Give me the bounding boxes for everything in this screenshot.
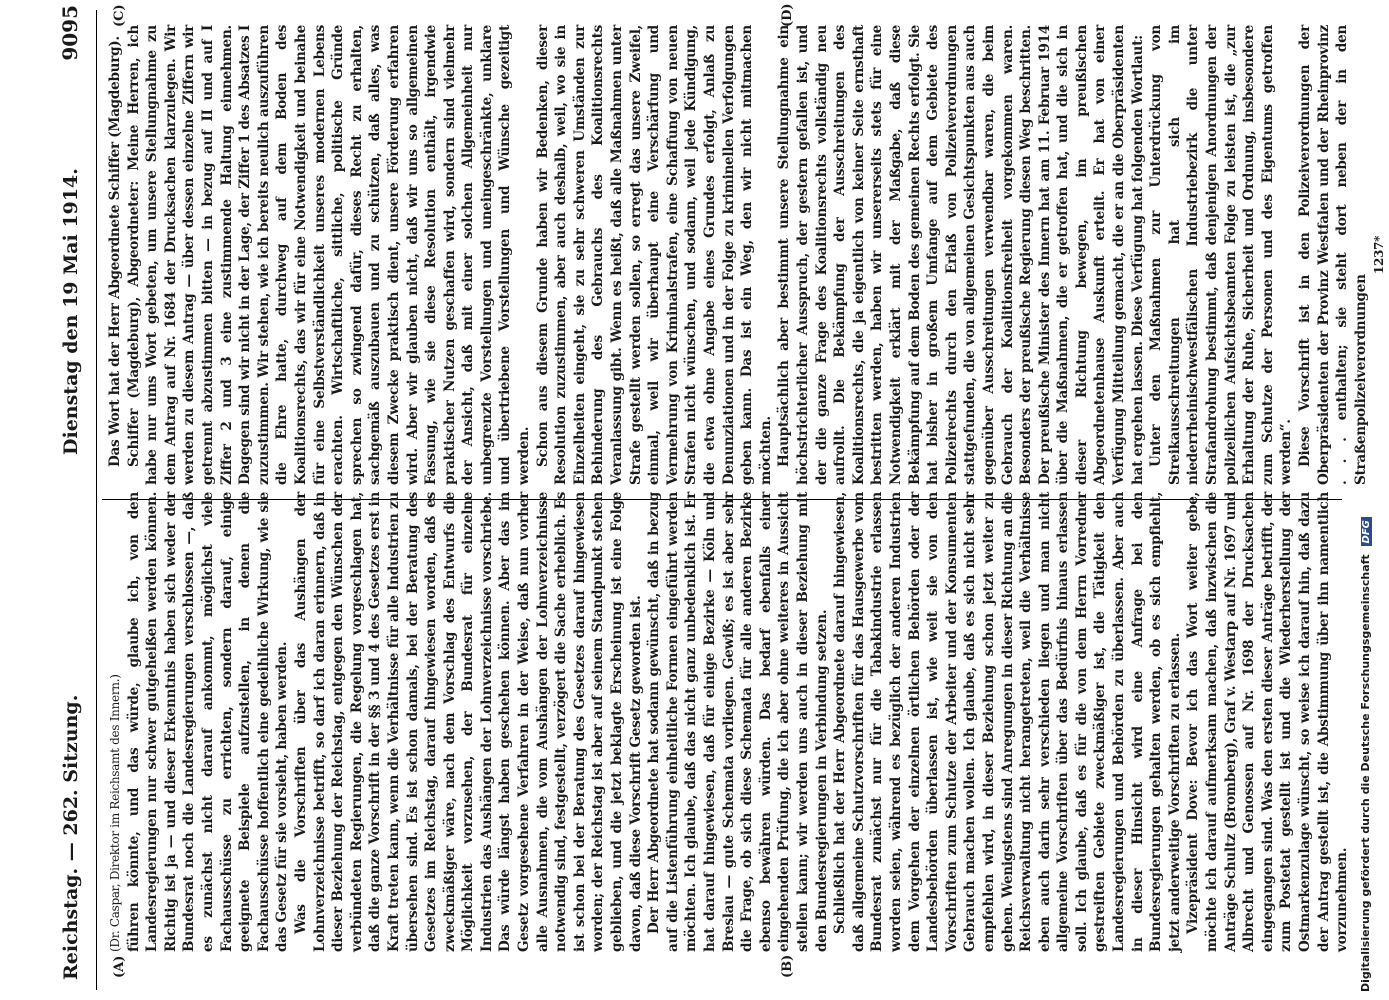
marker-d: (D) [780, 3, 795, 27]
left-column [106, 492, 1352, 952]
header-left: Reichstag. — 262. Sitzung. [60, 694, 82, 980]
paragraph: Was die Vorschriften über das Aushängen der Lohnverzeichnisse betrifft, so darf ich daran erinnern, daß in dieser Beziehung der Reichstag, entgegen den Wünschen der verbündeten Regierungen, die Regelung vorgeschlagen hat, daß die ganze Vorschrift in der §§ 3 und 4 des Gesetzes erst in Kraft treten kann, wenn die Verhältnisse für alle Industrien zu übersehen sind. Es ist schon damals, bei der Beratung des Gesetzes im Reichstag, darauf hingewiesen worden, daß es zweckmäßiger wäre, nach dem Vorschlag des Entwurfs die Möglichkeit vorzusehen, der Bundesrat für einzelne Industrien das Aushängen der Lohnverzeichnisse vorschriebe. Das würde längst haben geschehen können. Aber das im Gesetz vorgesehene Verfahren in der Weise, daß nun vorher alle Ausnahmen, die vom Aushängen der Lohnverzeichnisse notwendig sind, festgestellt, verzögert die Sache erheblich. Es ist schon bei der Beratung des Gesetzes darauf hingewiesen worden; der Reichstag ist aber auf seinem Standpunkt stehen geblieben, und die jetzt beklagte Erscheinung ist eine Folge davon, daß diese Vorschrift Gesetz geworden ist. [292, 492, 644, 952]
paragraph: Schließlich hat der Herr Abgeordnete darauf hingewiesen, daß allgemeine Schutzvorschriften für das Hausgewerbe vom Bundesrat zunächst nur für die Tabakindustrie erlassen worden seien, während es bezüglich der anderen Industrien dem Vorgehen der einzelnen örtlichen Behörden oder der Landesbehörden überlassen ist, wie weit sie von den Vorschriften zum Schutze der Arbeiter und der Konsumenten Gebrauch machen wollen. Ich glaube, daß es sich nicht sehr empfehlen wird, in dieser Beziehung schon jetzt weiter zu gehen. Wenigstens sind Anregungen in dieser Richtung an die Reichsverwaltung nicht herangetreten, weil die Verhältnisse eben auch darin sehr verschieden liegen und man nicht allgemeine Vorschriften über das Bedürfnis hinaus erlassen soll. Ich glaube, daß es für die von dem Herrn Vorredner gestreiften Gebiete zweckmäßiger ist, die Tätigkeit den Landesregierungen und Behörden zu überlassen. Aber auch in dieser Hinsicht wird eine Anfrage bei den Bundesregierungen gehalten werden, ob es sich empfiehlt, jetzt anderweitige Vorschriften zu erlassen. [832, 492, 1183, 952]
paragraph: Unter den Maßnahmen zur Unterdrückung von Streikausschreitungen hat sich im niederrheinischwestfälischen Industriebezirk die unter Strafandrohung bestimmt, daß denjenigen Anordnungen der polizeilichen Aufsichtsbeamten Folge zu leisten ist, die „zur Erhaltung der Ruhe, Sicherheit und Ordnung, insbesondere zum Schutze der Personen und des Eigentums getroffen werden“. [1148, 25, 1295, 485]
paragraph: Das Wort hat der Herr Abgeordnete Schiffer (Magdeburg). [107, 36, 123, 467]
digitization-caption [1359, 8, 1377, 992]
speaker-note: (Dr. Caspar, Direktor im Reichsamt des Innern.) [108, 674, 122, 952]
paragraph: Vizepräsident Dove: Bevor ich das Wort weiter gebe, möchte ich darauf aufmerksam machen, daß inzwischen die Anträge Schultz (Bromberg), Graf v. Westarp auf Nr. 1697 und Albrecht und Genossen auf Nr. 1698 der Drucksachen eingegangen sind. Was den ersten dieser Anträge betrifft, der zum Postetat gestellt ist und die Wiederherstellung der Ostmarkenzulage wünscht, so weise ich darauf hin, daß dazu der Antrag gestellt ist, die Abstimmung über ihn namentlich vorzunehmen. [1185, 492, 1351, 952]
paragraph: Hauptsächlich aber bestimmt unsere Stellungnahme ein höchstrichterlicher Ausspruch, der gestern gefallen ist, und der die ganze Frage des Koalitionsrechts vollständig neu aufrollt. Die Bekämpfung der Ausschreitungen des Koalitionsrechts, die ja eigentlich von keiner Seite ernsthaft bestritten werden, haben wir unsererseits stets für eine Notwendigkeit erklärt mit der Maßgabe, daß diese Bekämpfung auf dem Boden des gemeinen Rechts erfolgt. Sie hat bisher in großem Umfange auf dem Gebiete des Polizeirechts durch den Erlaß von Polizeiverordnungen stattgefunden, die von allgemeinen Gesichtspunkten aus auch gegenüber Ausschreitungen verwendbar waren, die beim Gebrauch der Koalitionsfreiheit vorgekommen waren. Besonders der preußische Regierung diesen Weg beschritten. Der preußische Minister des Innern hat am 11. Februar 1914 über die Maßnahmen, die er getroffen hat, und die sich in dieser Richtung bewegen, im preußischen Abgeordnetenhause Auskunft erteilt. Er hat von einer Verfügung Mitteilung gemacht, die er an die Oberpräsidenten hat ergehen lassen. Diese Verfügung hat folgenden Wortlaut: [776, 25, 1146, 485]
marker-a: (A) [112, 955, 127, 978]
footer-mark: 1237* [1372, 235, 1387, 275]
paragraph: Der Herr Abgeordnete hat sodann gewünscht, daß in bezug auf die Listenführung einheitliche Formen eingeführt werden möchten. Ich glaube, daß das nicht ganz unbedenklich ist. Er hat darauf hingewiesen, daß für einige Bezirke — Köln und Breslau — gute Schemata vorliegen. Gewiß; es ist aber sehr die Frage, ob sich diese Schemata für alle anderen Bezirke ebenso bewähren würden. Das bedarf ebenfalls einer eingehenden Prüfung, die ich aber ohne weiteres in Aussicht stellen kann; wir werden uns auch in dieser Beziehung mit den Bundesregierungen in Verbindung setzen. [646, 492, 830, 952]
marker-c: (C) [112, 4, 127, 27]
right-column [106, 25, 1389, 485]
header-rule [96, 10, 97, 990]
paragraph: Schiffer (Magdeburg), Abgeordneter: Meine Herren, ich habe nur ums Wort gebeten, um unsere Stellungnahme zu dem Antrag auf Nr. 1684 der Drucksachen klarzulegen. Wir werden zu diesem Antrag — über dessen einzelne Ziffern wir getrennt abzustimmen bitten — in bezug auf II und auf I Ziffer 2 und 3 eine zustimmende Haltung einnehmen. Dagegen sind wir nicht in der Lage, der Ziffer 1 des Absatzes I zuzustimmen. Wir stehen, wie ich bereits neulich auszuführen die Ehre hatte, durchweg auf dem Boden des Koalitionsrechts, das wir für eine Notwendigkeit und beinahe für eine Selbstverständlichkeit unseres modernen Lebens erachten. Wirtschaftliche, sittliche, politische Gründe sprechen so zwingend dafür, dieses Recht zu erhalten, sachgemäß auszubauen und zu schützen, daß alles, was diesem Zwecke praktisch dient, unsere Förderung erfahren wird. Aber wir glauben nicht, daß wir uns so allgemeinen Fassung, wie sie diese Resolution enthält, irgendwie praktischer Nutzen geschaffen wird, sondern sind vielmehr der Ansicht, daß mit einer solchen Allgemeinheit nur unbegrenzte Vorstellungen und uneingeschränkte, unklare und übertriebene Vorstellungen und Wünsche gezeitigt werden. [125, 25, 533, 485]
caption-text: Digitalisierung gefördert durch die Deutsche Forschungsgemeinschaft [1359, 554, 1372, 992]
page-number: 9095 [58, 5, 82, 61]
running-header [56, 0, 96, 1000]
dfg-logo-icon: DFG [1361, 517, 1372, 546]
paragraph: Schon aus diesem Grunde haben wir Bedenken, dieser Resolution zuzustimmen, aber auch deshalb, weil, wo sie in Einzelheiten eingeht, sie zu sehr schweren Umständen zur Behinderung des Gebrauchs des Koalitionsrechts Veranlassung gibt. Wenn es heißt, daß alle Maßnahmen unter Strafe gestellt werden sollen, so erregt das unsere Zweifel, einmal, weil wir überhaupt eine Verschärfung und Vermehrung von Kriminalstrafen, eine Schaffung von neuen Strafen nicht wünschen, und sodann, weil jede Kündigung, die etwa ohne Angabe eines Grundes erfolgt, Anlaß zu Denunziationen und in der Folge zu kriminellen Verfolgungen geben kann. Das ist ein Weg, den wir nicht mitmachen möchten. [534, 25, 774, 485]
paragraph: führen könnte, und das würde, glaube ich, von den Landesregierungen nur schwer gutgeheißen werden können. Richtig ist ja — und dieser Erkenntnis haben sich weder der Bundesrat noch die Landesregierungen verschlossen —, daß es zunächst nicht darauf ankommt, möglichst viele Fachausschüsse zu errichten, sondern darauf, einige geeignete Beispiele aufzustellen, in denen die Fachausschüsse hoffentlich eine gedeihliche Wirkung, wie sie das Gesetz für sie vorsieht, haben werden. [125, 492, 291, 952]
paragraph: Diese Vorschrift ist in den Polizeiverordnungen der Oberpräsidenten der Provinz Westfalen und der Rheinprovinz . . . enthalten; sie steht dort neben der in den Straßenpolizeiverordnungen [1297, 25, 1369, 485]
header-right: Dienstag den 19 Mai 1914. [60, 168, 82, 455]
marker-b: (B) [780, 954, 795, 978]
